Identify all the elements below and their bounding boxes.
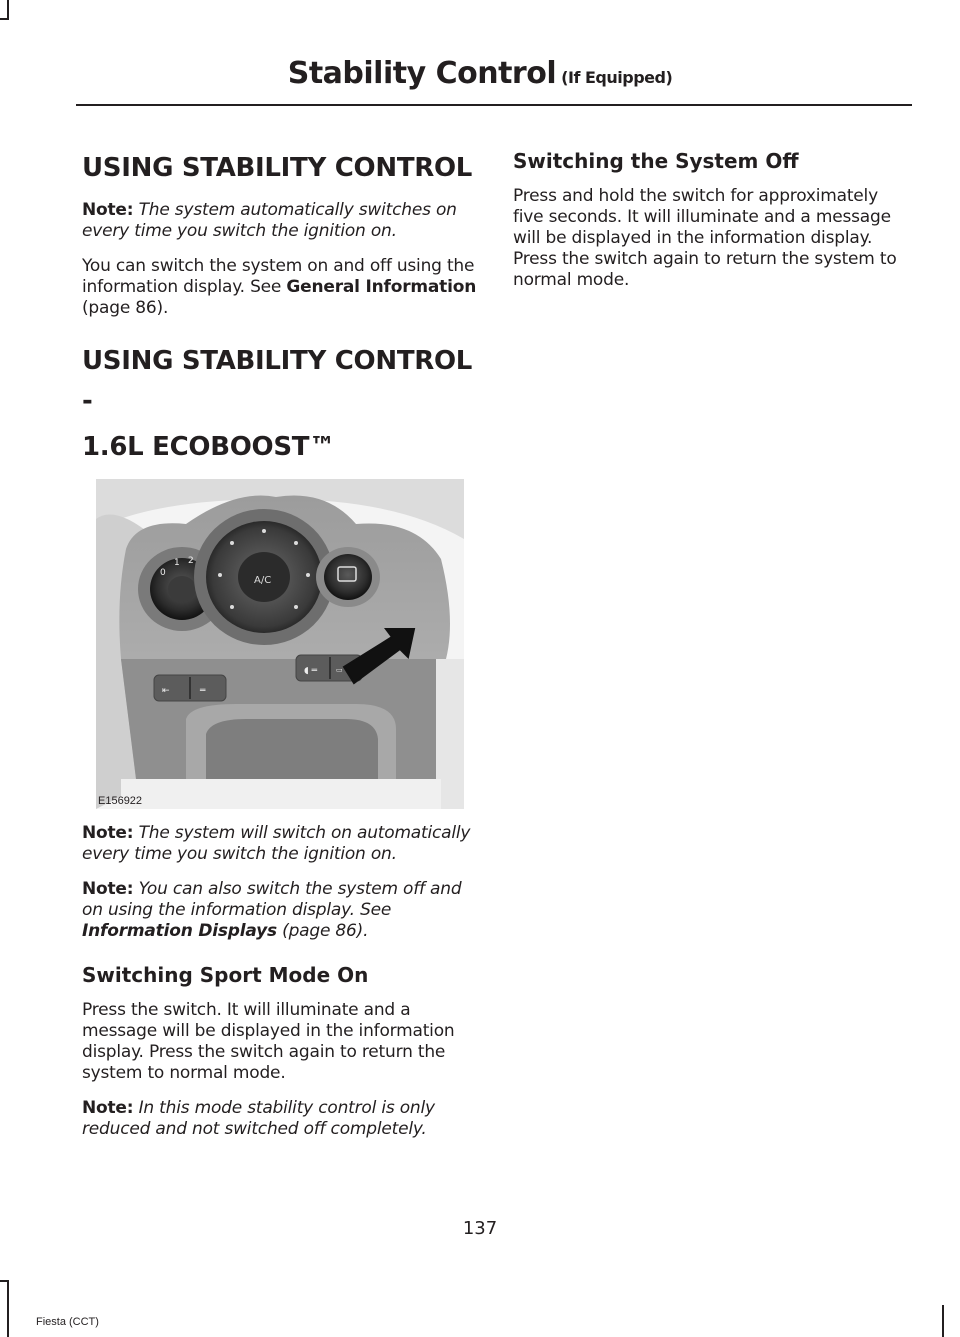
figure-id: E156922	[98, 795, 143, 807]
header-divider	[76, 104, 912, 106]
footer-model: Fiesta (CCT)	[36, 1316, 99, 1328]
page-number: 137	[462, 1218, 498, 1239]
note-label: Note:	[82, 200, 134, 220]
note-paragraph	[82, 200, 477, 242]
note-paragraph	[82, 823, 477, 865]
note-text: In this mode stability control is only reduced and not switched off completely.	[82, 1098, 435, 1139]
header-subtitle: (If Equipped)	[556, 68, 673, 87]
body-paragraph: Press and hold the switch for approximately five seconds. It will illuminate and a message will be displayed in the information display. Press the switch again to return the system to normal mode.	[513, 186, 897, 290]
section-heading-line2: 1.6L ECOBOOST™	[82, 432, 335, 462]
crop-mark	[942, 1305, 944, 1337]
note-paragraph	[82, 879, 477, 942]
svg-text:◖ ═: ◖ ═	[304, 666, 318, 676]
crop-mark	[0, 18, 9, 20]
dial-number: 2	[188, 556, 194, 566]
dashboard-illustration	[96, 479, 464, 809]
note-text: The system automatically switches on every time you switch the ignition on.	[82, 200, 457, 241]
note-text: The system will switch on automatically every time you switch the ignition on.	[82, 823, 471, 864]
page-header	[0, 56, 960, 91]
dashboard-figure	[96, 479, 464, 809]
right-column	[513, 140, 908, 305]
note-paragraph	[82, 1098, 477, 1140]
crop-mark	[7, 0, 9, 18]
dial-number: 0	[160, 568, 166, 578]
subheading: Switching Sport Mode On	[82, 963, 369, 987]
section-heading: USING STABILITY CONTROL	[82, 153, 473, 183]
subheading: Switching the System Off	[513, 149, 799, 173]
body-paragraph: Press the switch. It will illuminate and a message will be displayed in the information display. Press the switch again to return the system to normal mode.	[82, 1000, 455, 1083]
body-paragraph	[82, 256, 477, 319]
crop-mark	[7, 1280, 9, 1337]
header-title: Stability Control	[287, 56, 557, 91]
note-label: Note:	[82, 879, 134, 899]
svg-text:═: ═	[200, 686, 206, 696]
section-heading: USING STABILITY CONTROL -	[82, 346, 473, 416]
body-text: You can switch the system on and off using the information display. See	[82, 256, 475, 297]
page-reference: (page 86).	[82, 298, 169, 318]
note-text: You can also switch the system off and on using the information display. See	[82, 879, 462, 920]
dial-number: 1	[174, 558, 180, 568]
note-label: Note:	[82, 823, 134, 843]
note-label: Note:	[82, 1098, 134, 1118]
crop-mark	[0, 1280, 9, 1282]
page-reference: (page 86).	[276, 921, 369, 941]
cross-reference-link[interactable]: General Information	[286, 277, 477, 297]
ac-label: A/C	[254, 575, 272, 586]
left-column	[82, 140, 477, 1154]
cross-reference-link[interactable]: Information Displays	[82, 921, 277, 941]
svg-text:▭: ▭	[336, 666, 343, 674]
svg-text:⇤: ⇤	[162, 686, 170, 696]
